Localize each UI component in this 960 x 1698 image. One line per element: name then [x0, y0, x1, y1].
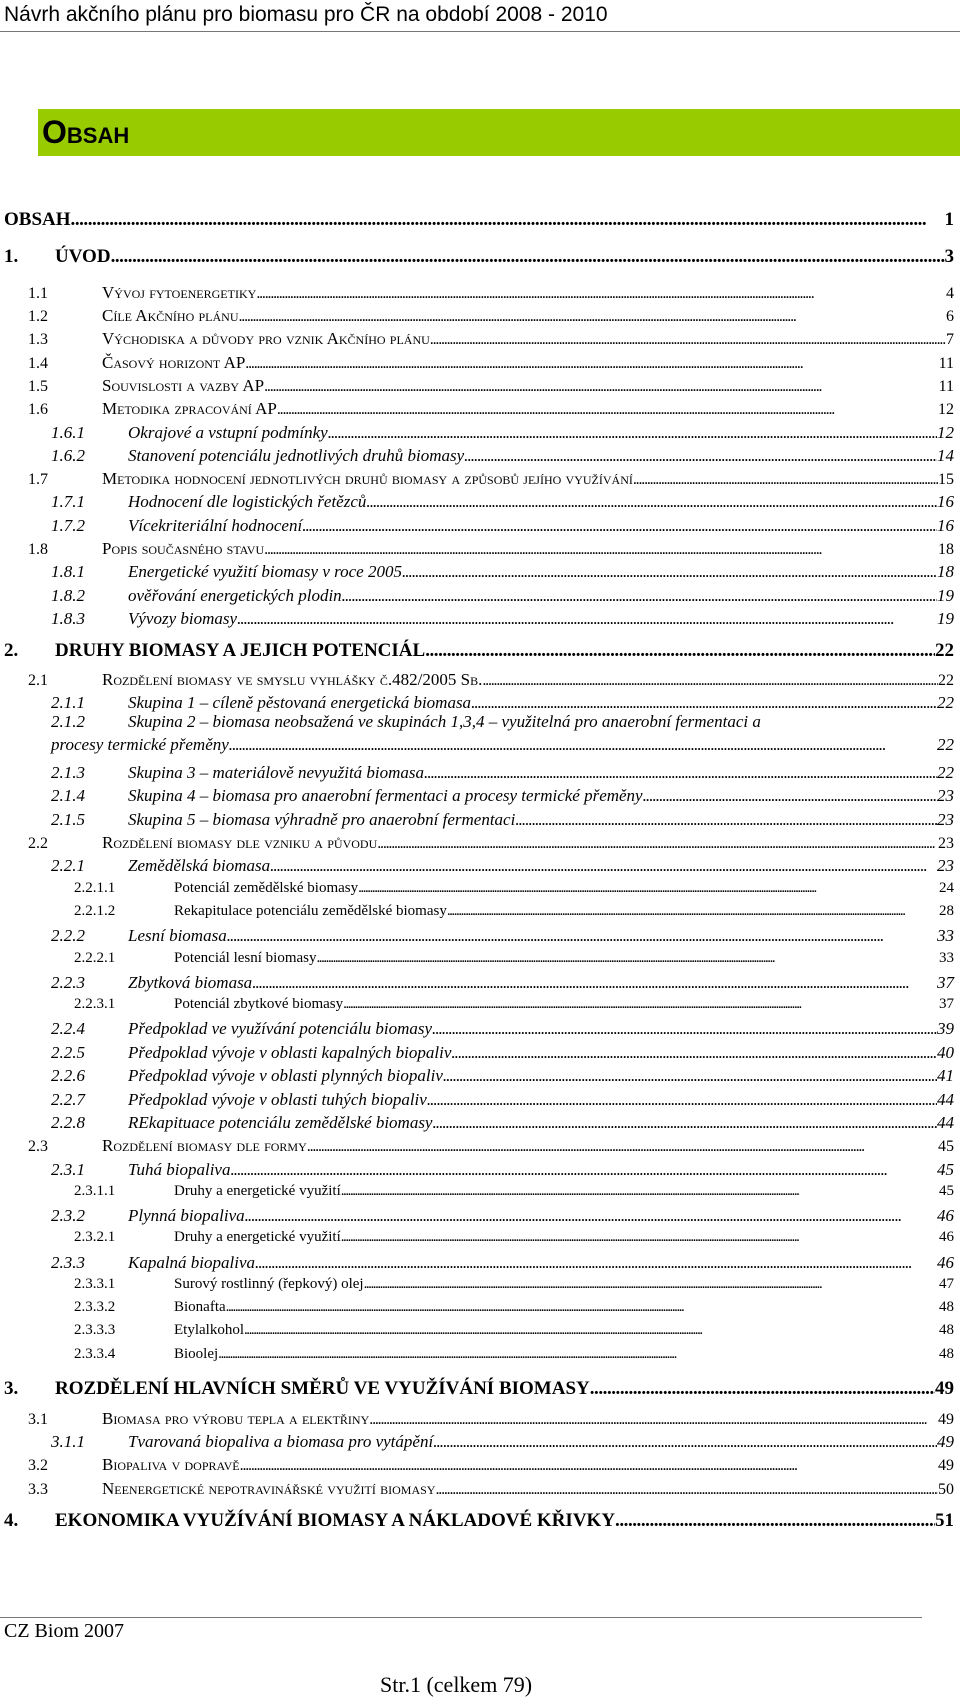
toc-entry-page: 22 [935, 640, 954, 661]
toc-leader-dots [366, 492, 937, 512]
toc-entry-page: 48 [939, 1322, 954, 1338]
toc-entry-page: 24 [939, 880, 954, 896]
toc-entry-page: 16 [937, 492, 954, 511]
toc-entry-page: 44 [937, 1090, 954, 1109]
toc-entry-page: 37 [939, 996, 954, 1012]
toc-entry[interactable] [4, 1510, 954, 1532]
toc-entry-number: 1.5 [28, 378, 48, 395]
toc-leader-dots [377, 835, 938, 853]
footer-divider [0, 1617, 922, 1618]
toc-entry[interactable] [74, 1183, 954, 1200]
toc-entry[interactable] [4, 209, 954, 231]
toc-leader-dots [425, 640, 935, 662]
toc-entry[interactable] [74, 880, 954, 897]
toc-leader-dots [307, 1138, 938, 1156]
toc-entry-page: 7 [946, 331, 954, 348]
toc-entry-number: 1.6 [28, 401, 48, 418]
toc-entry-title: procesy termické přeměny [51, 735, 229, 754]
toc-entry-title: Skupina 4 – biomasa pro anaerobní fermentaci a procesy termické přeměny [128, 786, 643, 805]
toc-entry-number: 2.2.1.1 [74, 880, 116, 896]
toc-entry-page: 39 [937, 1019, 954, 1038]
toc-entry-title: Bionafta [174, 1299, 226, 1315]
toc-leader-dots [229, 735, 937, 755]
toc-leader-dots [433, 1432, 937, 1452]
toc-entry-page: 22 [937, 693, 954, 712]
toc-entry-title: Tvarovaná biopaliva a biomasa pro vytápění [128, 1432, 434, 1451]
toc-entry-page: 46 [939, 1229, 954, 1245]
toc-leader-dots [424, 763, 937, 783]
toc-entry-title: Tuhá biopaliva [128, 1160, 231, 1179]
toc-entry[interactable] [28, 469, 954, 489]
toc-entry-number: 1.6.1 [51, 423, 85, 442]
toc-entry[interactable] [28, 283, 954, 303]
toc-entry-page: 37 [937, 973, 954, 992]
toc-entry-number: 1.2 [28, 308, 48, 325]
toc-entry-page: 11 [938, 378, 954, 395]
toc-entry-number: 2.1.1 [51, 693, 85, 712]
toc-entry-number: 2.3.3.2 [74, 1299, 116, 1315]
toc-leader-dots [358, 880, 939, 897]
toc-entry-number: 1.1 [28, 285, 48, 302]
toc-entry-number: 2.1 [28, 672, 48, 689]
toc-entry-title: Energetické využití biomasy v roce 2005 [128, 562, 402, 581]
toc-entry-number: 1. [4, 246, 19, 267]
toc-leader-dots [226, 1299, 939, 1316]
toc-entry-number: 1.8.1 [51, 562, 85, 581]
toc-leader-dots [443, 1066, 937, 1086]
toc-entry-page: 23 [937, 810, 954, 829]
toc-entry-number: 1.7.1 [51, 492, 85, 511]
toc-entry[interactable] [74, 1276, 954, 1293]
toc-leader-dots [590, 1378, 935, 1400]
toc-leader-dots [227, 926, 937, 946]
toc-entry-title: Rozdělení biomasy dle formy [102, 1136, 307, 1155]
toc-entry[interactable] [51, 1113, 954, 1133]
toc-entry-page: 6 [946, 308, 954, 325]
toc-leader-dots [245, 1206, 937, 1226]
toc-entry-page: 50 [938, 1481, 954, 1498]
toc-entry-title: Potenciál lesní biomasy [174, 950, 317, 966]
toc-entry-title: Cíle Akčního plánu [102, 306, 239, 325]
toc-entry[interactable] [4, 1378, 954, 1400]
toc-entry-number: 2.2 [28, 835, 48, 852]
toc-leader-dots [341, 1183, 939, 1200]
toc-leader-dots [244, 1322, 939, 1339]
toc-entry-page: 1 [944, 209, 954, 230]
toc-entry-number: 2.2.2.1 [74, 950, 116, 966]
toc-entry[interactable] [74, 1299, 954, 1316]
toc-entry[interactable] [51, 492, 954, 512]
toc-entry-number: 4. [4, 1510, 19, 1531]
toc-entry-page: 22 [937, 735, 954, 754]
toc-entry[interactable] [51, 1066, 954, 1086]
toc-entry-page: 19 [937, 586, 954, 605]
toc-leader-dots [71, 209, 945, 231]
toc-entry-title: Druhy a energetické využití [174, 1229, 341, 1245]
toc-entry-title: ověřování energetických plodin [128, 586, 342, 605]
toc-leader-dots [482, 672, 938, 690]
toc-entry-page: 3 [944, 246, 954, 267]
toc-leader-dots [451, 1043, 937, 1063]
toc-entry[interactable] [28, 376, 954, 396]
toc-leader-dots [432, 1113, 937, 1133]
toc-leader-dots [277, 401, 938, 419]
toc-entry-page: 41 [937, 1066, 954, 1085]
toc-entry-title: Souvislosti a vazby AP [102, 376, 265, 395]
toc-entry-page: 49 [938, 1457, 954, 1474]
toc-entry[interactable] [4, 246, 954, 268]
toc-entry-page: 22 [937, 763, 954, 782]
toc-entry-title: Časový horizont AP [102, 353, 246, 372]
toc-entry-page: 33 [937, 926, 954, 945]
toc-entry-number: 1.8.2 [51, 586, 85, 605]
toc-entry[interactable] [28, 1455, 954, 1475]
toc-entry-title: Potenciál zbytkové biomasy [174, 996, 344, 1012]
running-header: Návrh akčního plánu pro biomasu pro ČR na období 2008 - 2010 [4, 3, 608, 26]
toc-entry-number: 1.3 [28, 331, 48, 348]
toc-entry[interactable] [74, 903, 954, 920]
toc-entry-number: 2.3.2 [51, 1206, 85, 1225]
toc-entry-title: Metodika zpracování AP [102, 399, 277, 418]
toc-entry-title: ROZDĚLENÍ HLAVNÍCH SMĚRŮ VE VYUŽÍVÁNÍ BIOMASY [55, 1378, 590, 1399]
toc-entry-number: 2.1.2 [51, 712, 85, 731]
toc-leader-dots [369, 1411, 938, 1429]
toc-leader-dots [447, 903, 939, 920]
toc-entry-number: 2.2.1 [51, 856, 85, 875]
footer-organization: CZ Biom 2007 [4, 1620, 125, 1642]
toc-entry-page: 22 [938, 672, 954, 689]
toc-leader-dots [364, 1276, 939, 1293]
toc-leader-dots [633, 471, 938, 489]
toc-leader-dots [430, 331, 946, 349]
toc-leader-dots [237, 609, 937, 629]
toc-entry[interactable] [51, 1253, 954, 1273]
toc-entry[interactable] [51, 423, 954, 443]
toc-leader-dots [435, 1481, 938, 1499]
toc-entry-number: 1.4 [28, 355, 48, 372]
toc-entry-number: 2.3 [28, 1138, 48, 1155]
toc-leader-dots [343, 996, 939, 1013]
toc-entry-title: Zbytková biomasa [128, 973, 253, 992]
footer-page-number: Str.1 (celkem 79) [380, 1672, 533, 1697]
toc-entry-title: Vývozy biomasy [128, 609, 238, 628]
toc-leader-dots [218, 1346, 939, 1363]
toc-entry[interactable] [51, 1019, 954, 1039]
toc-entry-title: REkapituace potenciálu zemědělské biomasy [128, 1113, 433, 1132]
toc-entry-title: Rozdělení biomasy ve smyslu vyhlášky č.482/2005 Sb. [102, 670, 483, 689]
toc-entry-page: 45 [939, 1183, 954, 1199]
toc-entry-number: 2.3.3.3 [74, 1322, 116, 1338]
toc-entry-page: 49 [938, 1411, 954, 1428]
toc-entry[interactable] [28, 1409, 954, 1429]
toc-entry-number: 3. [4, 1378, 19, 1399]
toc-entry-title: Bioolej [174, 1346, 219, 1362]
toc-entry[interactable] [28, 1136, 954, 1156]
toc-leader-dots [302, 516, 937, 536]
toc-entry[interactable] [51, 1043, 954, 1063]
toc-leader-dots [240, 1457, 938, 1475]
toc-entry-number: 2.1.5 [51, 810, 85, 829]
toc-leader-dots [264, 378, 938, 396]
toc-entry-title: Surový rostlinný (řepkový) olej [174, 1276, 364, 1292]
toc-entry[interactable] [51, 446, 954, 466]
toc-entry-page: 16 [937, 516, 954, 535]
toc-entry[interactable] [74, 950, 954, 967]
toc-leader-dots [252, 973, 937, 993]
toc-entry-number: 2.1.3 [51, 763, 85, 782]
toc-entry-number: 2.3.3.4 [74, 1346, 116, 1362]
toc-entry-page: 49 [935, 1378, 954, 1399]
toc-entry-number: 2.2.8 [51, 1113, 85, 1132]
toc-entry-number: 3.3 [28, 1481, 48, 1498]
toc-entry-title: EKONOMIKA VYUŽÍVÁNÍ BIOMASY A NÁKLADOVÉ KŘIVKY [55, 1510, 616, 1531]
toc-entry-number: 1.6.2 [51, 446, 85, 465]
toc-entry-number: 3.2 [28, 1457, 48, 1474]
toc-entry-number: 2.2.4 [51, 1019, 85, 1038]
toc-entry-page: 46 [937, 1206, 954, 1225]
toc-leader-dots [328, 423, 937, 443]
toc-leader-dots [615, 1510, 935, 1532]
toc-entry[interactable] [51, 856, 954, 876]
toc-entry-title: Potenciál zemědělské biomasy [174, 880, 359, 896]
toc-entry-title: Předpoklad ve využívání potenciálu biomasy [128, 1019, 433, 1038]
toc-entry-title: Skupina 1 – cíleně pěstovaná energetická biomasa [128, 693, 472, 712]
toc-entry[interactable] [51, 810, 954, 830]
toc-entry[interactable] [51, 609, 954, 629]
toc-entry-page: 12 [937, 423, 954, 442]
toc-leader-dots [427, 1090, 937, 1110]
toc-entry-title: Skupina 3 – materiálově nevyužitá biomasa [128, 763, 425, 782]
toc-entry-title: Lesní biomasa [128, 926, 227, 945]
toc-entry-title: Neenergetické nepotravinářské využití biomasy [102, 1479, 436, 1498]
toc-entry-continuation[interactable] [51, 735, 954, 755]
toc-entry-page: 46 [937, 1253, 954, 1272]
toc-entry-title: Plynná biopaliva [128, 1206, 245, 1225]
toc-entry-number: 2.2.5 [51, 1043, 85, 1062]
toc-entry-title: Rozdělení biomasy dle vzniku a původu [102, 833, 378, 852]
toc-entry-title: Předpoklad vývoje v oblasti kapalných biopaliv [128, 1043, 452, 1062]
toc-entry-title: Metodika hodnocení jednotlivých druhů biomasy a způsobů jejího využívání [102, 469, 633, 488]
toc-entry-number: 2.3.1.1 [74, 1183, 116, 1199]
toc-entry-page: 28 [939, 903, 954, 919]
toc-entry[interactable] [28, 306, 954, 326]
toc-entry-page: 11 [938, 355, 954, 372]
toc-entry-title: Druhy a energetické využití [174, 1183, 341, 1199]
toc-entry-number: 2.3.2.1 [74, 1229, 116, 1245]
toc-entry[interactable] [4, 640, 954, 662]
toc-entry-number: 2.3.3.1 [74, 1276, 116, 1292]
toc-entry-title: Východiska a důvody pro vznik Akčního plánu [102, 329, 430, 348]
toc-entry-page: 23 [937, 856, 954, 875]
toc-entry-number: 2.2.3.1 [74, 996, 116, 1012]
toc-entry[interactable] [28, 399, 954, 419]
toc-entry-page: 19 [937, 609, 954, 628]
toc-entry[interactable] [28, 1479, 954, 1499]
toc-entry[interactable] [28, 670, 954, 690]
toc-entry-title: ÚVOD [55, 246, 111, 267]
toc-entry-title: Popis současného stavu [102, 539, 265, 558]
toc-entry-page: 44 [937, 1113, 954, 1132]
toc-entry-page: 23 [937, 786, 954, 805]
toc-entry[interactable] [51, 926, 954, 946]
toc-entry-number: 2.2.3 [51, 973, 85, 992]
toc-leader-dots [471, 693, 937, 713]
toc-entry[interactable] [51, 562, 954, 582]
toc-entry[interactable] [51, 516, 954, 536]
toc-entry-page: 4 [946, 285, 954, 302]
toc-entry[interactable] [51, 1206, 954, 1226]
toc-entry-title: Hodnocení dle logistických řetězců [128, 492, 367, 511]
toc-entry-title: Předpoklad vývoje v oblasti tuhých biopaliv [128, 1090, 427, 1109]
toc-entry-page: 45 [938, 1138, 954, 1155]
toc-entry-number: 3.1.1 [51, 1432, 85, 1451]
toc-entry-title: Biopaliva v dopravě [102, 1455, 240, 1474]
toc-leader-dots [270, 856, 937, 876]
toc-entry-number: 1.8.3 [51, 609, 85, 628]
toc-entry-number: 1.7 [28, 471, 48, 488]
toc-entry-number: 2. [4, 640, 19, 661]
toc-entry-page: 40 [937, 1043, 954, 1062]
toc-leader-dots [256, 285, 946, 303]
toc-entry[interactable] [74, 996, 954, 1013]
toc-leader-dots [255, 1253, 937, 1273]
toc-leader-dots [432, 1019, 937, 1039]
toc-entry-title: DRUHY BIOMASY A JEJICH POTENCIÁL [55, 640, 426, 661]
toc-entry[interactable] [28, 539, 954, 559]
toc-entry-page: 48 [939, 1346, 954, 1362]
toc-entry-title: Předpoklad vývoje v oblasti plynných biopaliv [128, 1066, 443, 1085]
toc-leader-dots [464, 446, 937, 466]
toc-entry-number: 2.2.7 [51, 1090, 85, 1109]
toc-entry[interactable] [51, 1160, 954, 1180]
toc-leader-dots [515, 810, 937, 830]
toc-entry-page: 14 [937, 446, 954, 465]
toc-leader-dots [316, 950, 939, 967]
toc-entry-page: 18 [937, 562, 954, 581]
toc-leader-dots [341, 1229, 939, 1246]
toc-entry-title: Kapalná biopaliva [128, 1253, 256, 1272]
toc-entry-number: 2.1.4 [51, 786, 85, 805]
toc-entry[interactable] [51, 1432, 954, 1452]
toc-entry-number: 2.2.1.2 [74, 903, 116, 919]
toc-entry[interactable] [51, 786, 954, 806]
toc-entry[interactable] [28, 329, 954, 349]
toc-entry-number: 2.3.1 [51, 1160, 85, 1179]
section-heading: Obsah [42, 114, 130, 150]
toc-leader-dots [342, 586, 937, 606]
toc-leader-dots [245, 355, 938, 373]
toc-entry-title: Skupina 5 – biomasa výhradně pro anaerobní fermentaci [128, 810, 516, 829]
toc-entry-title: Etylalkohol [174, 1322, 244, 1338]
toc-entry-page: 12 [938, 401, 954, 418]
toc-entry-page: 23 [938, 835, 954, 852]
toc-entry-page: 48 [939, 1299, 954, 1315]
toc-entry[interactable] [74, 1346, 954, 1363]
toc-entry-page: 15 [938, 471, 954, 488]
toc-entry-number: 2.3.3 [51, 1253, 85, 1272]
toc-entry-page: 45 [937, 1160, 954, 1179]
toc-entry-page: 49 [937, 1432, 954, 1451]
toc-entry[interactable] [28, 833, 954, 853]
toc-entry-number: 2.2.2 [51, 926, 85, 945]
toc-entry-number: 3.1 [28, 1411, 48, 1428]
toc-entry[interactable] [51, 973, 954, 993]
toc-leader-dots [111, 246, 945, 268]
toc-leader-dots [230, 1160, 937, 1180]
toc-entry-number: 1.8 [28, 541, 48, 558]
toc-entry-title: Stanovení potenciálu jednotlivých druhů biomasy [128, 446, 465, 465]
toc-entry-page: 33 [939, 950, 954, 966]
toc-entry-title: Zemědělská biomasa [128, 856, 271, 875]
toc-entry-title: OBSAH [4, 209, 71, 230]
toc-leader-dots [643, 786, 937, 806]
toc-leader-dots [402, 562, 937, 582]
toc-entry-title: Skupina 2 – biomasa neobsažená ve skupinách 1,3,4 – využitelná pro anaerobní fermentaci a [128, 712, 761, 731]
toc-entry[interactable] [51, 763, 954, 783]
toc-entry[interactable] [28, 353, 954, 373]
toc-entry[interactable] [51, 712, 954, 732]
toc-leader-dots [239, 308, 947, 326]
toc-entry[interactable] [51, 586, 954, 606]
toc-entry-title: Okrajové a vstupní podmínky [128, 423, 328, 442]
toc-entry-page: 18 [938, 541, 954, 558]
toc-entry[interactable] [51, 1090, 954, 1110]
toc-entry-page: 51 [935, 1510, 954, 1531]
toc-entry-number: 1.7.2 [51, 516, 85, 535]
toc-entry-title: Vývoj fytoenergetiky [102, 283, 257, 302]
toc-entry-page: 47 [939, 1276, 954, 1292]
toc-entry-number: 2.2.6 [51, 1066, 85, 1085]
toc-entry[interactable] [51, 693, 954, 713]
toc-entry[interactable] [74, 1322, 954, 1339]
toc-leader-dots [264, 541, 938, 559]
toc-entry-title: Biomasa pro výrobu tepla a elektřiny [102, 1409, 370, 1428]
toc-entry-title: Rekapitulace potenciálu zemědělské biomasy [174, 903, 447, 919]
toc-entry-title: Vícekriteriální hodnocení [128, 516, 303, 535]
toc-entry[interactable] [74, 1229, 954, 1246]
